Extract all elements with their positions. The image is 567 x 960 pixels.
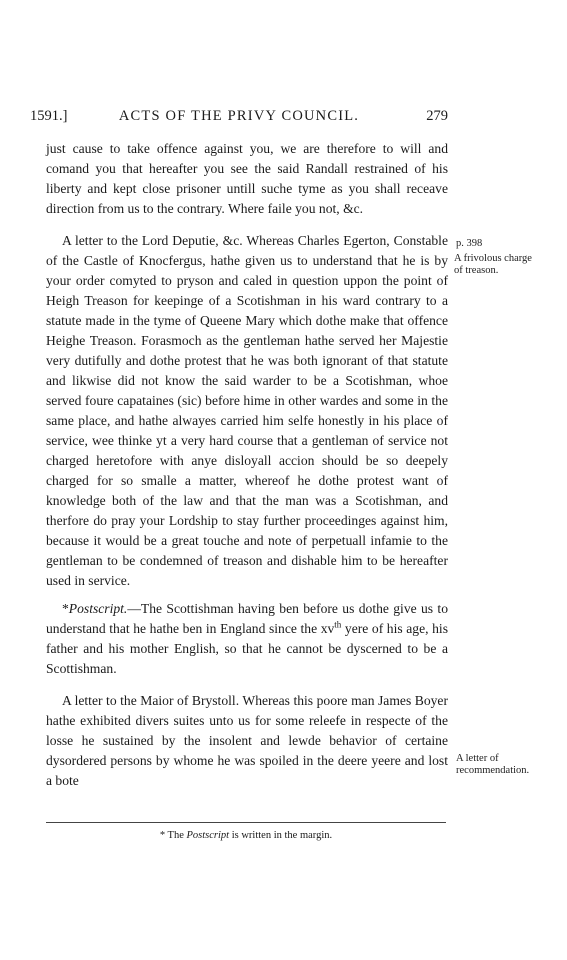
postscript-label: Postscript. (68, 601, 128, 616)
postscript-marker: * (62, 601, 69, 616)
postscript-text-end: yere of his age, his father and his mother English, so that he cannot be dyscerned to be a Scottishman. (46, 621, 448, 676)
footnote (46, 830, 446, 841)
margin-note-recommendation: A letter of recommendation. (456, 753, 530, 776)
paragraph-lord-deputie: A letter to the Lord Deputie, &c. Whereas Charles Egerton, Constable of the Castle of Knocfergus, hathe given us to understand that he is by your order comyted to pryson and caled in question uppon the point of Heigh Treason for keepinge of a Scotishman in his ward contrary to a statute made in the tyme of Queene Mary which dothe make that offence Heighe Treason. Forasmoch as the gentleman hathe served her Majestie very dutifully and dothe protest that he was both ignorant of that statute and likwise did not know the said warder to be a Scotishman, whoe served foure capataines (sic) before hime in other wardes and some in the same place, and hathe alwayes carried him selfe honestly in his place of service, wee thinke yt a very hard course that a gentleman of service not charged heretofore with anye disloyall accion should be so deepely charged for so smalle a matter, whereof he dothe protest want of knowledge both of the law and that the man was a Scotishman, and therfore do pray your Lordship to stay further proceedinges against him, because it would be a great touche and note of perpetuall infamie to the gentleman to be condemned of treason and dishable him to be hereafter used in service. (46, 233, 448, 588)
paragraph-postscript (46, 599, 448, 679)
header-title: ACTS OF THE PRIVY COUNCIL. (118, 108, 360, 124)
postscript-dash: — (127, 601, 141, 616)
footnote-text-start: The (165, 830, 187, 841)
footnote-divider (46, 822, 446, 823)
running-header (30, 108, 448, 128)
footnote-italic: Postscript (186, 830, 230, 841)
header-year: 1591.] (30, 108, 68, 124)
postscript-text: The Scottishman having ben before us dothe give us to understand that he hathe ben in England since the xv (46, 601, 448, 636)
margin-page-reference: p. 398 (456, 238, 483, 249)
paragraph-brystoll: A letter to the Maior of Brystoll. Whereas this poore man James Boyer hathe exhibited divers suites unto us for some releefe in respecte of the losse he sustained by the insolent and lewde behavior of certaine dysordered persons by whome he was spoiled in the deere yeere and lost a bote (46, 693, 448, 788)
postscript-sup: th (334, 619, 342, 630)
paragraph-continuation: just cause to take offence against you, we are therefore to will and comand you that hereafter you see the said Randall restrained of his liberty and kept close prisoner untill suche tyme as you shall receave direction from us to the contrary. Where faile you not, &c. (46, 141, 448, 216)
body-text (46, 139, 448, 791)
footnote-marker: * (159, 830, 166, 841)
margin-note-frivolous: A frivolous charge of treason. (454, 253, 532, 276)
page-number: 279 (426, 108, 448, 124)
footnote-text-end: is written in the margin. (229, 830, 333, 841)
